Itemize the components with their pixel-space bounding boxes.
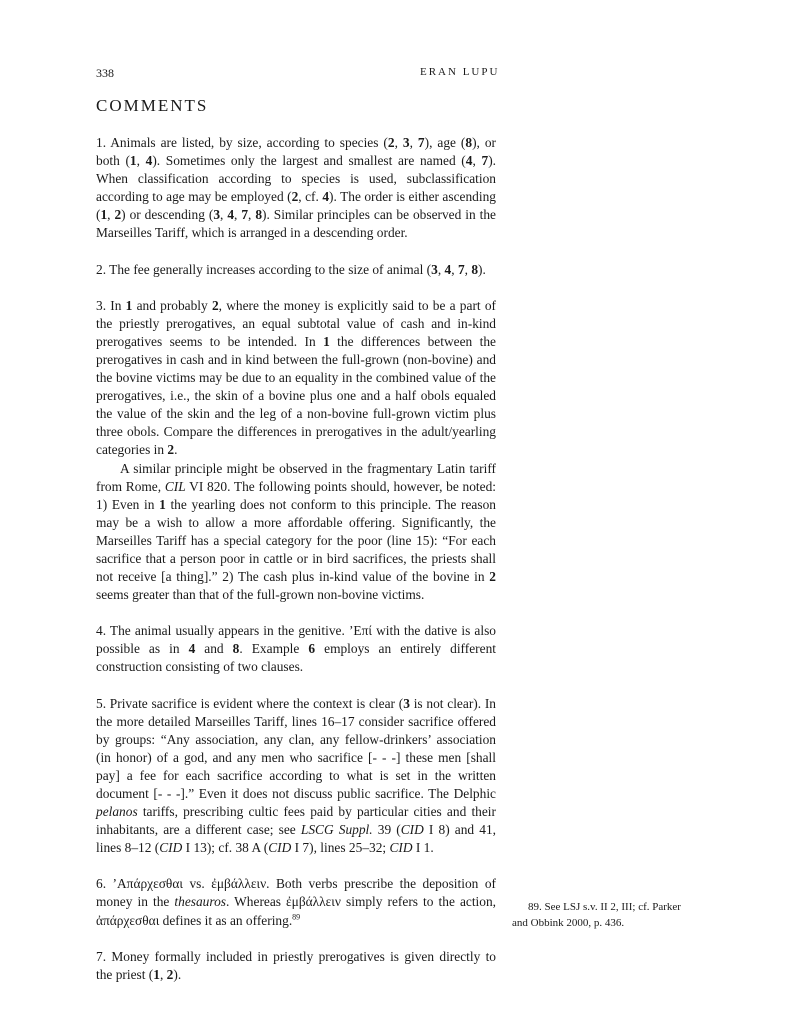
text-run: ). Sometimes only the largest and smallest are named ( <box>152 153 466 169</box>
comment-3 <box>96 297 496 460</box>
text-run: , <box>136 153 146 169</box>
item-reference: 4 <box>322 189 330 205</box>
text-run: ). When classification according to species is used, subclassification according to age may be employed ( <box>96 153 496 205</box>
text-run: , <box>472 153 482 169</box>
text-run: employs an entirely different construction consisting of two clauses. <box>96 641 496 675</box>
footnote-89 <box>512 900 692 931</box>
item-reference: 2 <box>387 135 395 150</box>
italic-term: pelanos <box>96 804 138 820</box>
text-run: , <box>437 261 445 277</box>
item-reference: 7 <box>457 261 465 277</box>
text-run: and probably <box>132 297 212 313</box>
italic-term: CID <box>400 822 424 838</box>
comment-5 <box>96 695 496 858</box>
item-reference: 2 <box>489 569 496 585</box>
text-run: 89. See LSJ s.v. II 2, III; cf. Parker and Obbink 2000, p. 436. <box>512 901 681 929</box>
text-run: , where the money is explicitly said to be a part of the priestly prerogatives, an equal subtotal value of cash and in-kind prerogatives seems to be intended. In <box>96 297 496 349</box>
text-run: , <box>464 261 472 277</box>
item-reference: 1 <box>100 207 108 223</box>
text-run: seems greater than that of the full-grown non-bovine victims. <box>96 587 425 603</box>
text-run: . Whereas ἐμβάλλειν simply refers to the action, ἀπάρχεσθαι defines it as an offering. <box>96 894 497 928</box>
text-run: 1. Animals are listed, by size, according to species ( <box>96 135 388 150</box>
text-run: , <box>234 207 242 223</box>
page-number: 338 <box>96 66 114 80</box>
text-run: . <box>174 442 178 458</box>
italic-term: LSCG Suppl. <box>300 822 373 838</box>
text-run: I 7), lines 25–32; <box>291 840 390 856</box>
text-run: the yearling does not conform to this principle. The reason may be a wish to allow a more affordable offering. Significantly, the Marseilles Tariff has a special category for the poor (line 15): “For each sacrifice that a person poor in cattle or in bird sacrifices, the priests shall not receive [a thing].” 2) The cash plus in-kind value of the bovine in <box>96 496 496 585</box>
text-run: , <box>248 207 256 223</box>
text-run: . Example <box>239 641 309 657</box>
text-run: , <box>159 966 167 982</box>
text-run: the differences between the prerogatives in cash and in kind between the full-grown (non-bovine) and the bovine victims may be due to an equality in the combined value of the prerogatives, i.e., the skin of a bovine plus one and a half obols equaled the value of the skin and the leg of a non-bovine full-grown victim plus three obols. Compare the differences in prerogatives in the adult/yearling categories in <box>96 333 496 458</box>
italic-term: CIL <box>164 478 186 494</box>
comment-7 <box>96 948 496 984</box>
item-reference: 2 <box>114 207 122 223</box>
comment-2 <box>96 261 496 279</box>
item-reference: 7 <box>417 135 425 150</box>
text-run: , cf. <box>298 189 323 205</box>
text-run: 4. The animal usually appears in the genitive. ’Επί with the dative is also possible as in <box>96 623 496 657</box>
text-run: , <box>394 135 403 150</box>
item-reference: 2 <box>166 966 174 982</box>
text-run: , <box>409 135 418 150</box>
text-run: 39 ( <box>372 822 401 838</box>
item-reference: 7 <box>481 153 489 169</box>
item-reference: 1 <box>129 153 137 169</box>
text-run: ), or both ( <box>96 135 497 169</box>
text-run: tariffs, prescribing cultic fees paid by particular cities and their inhabitants, are a different case; see <box>96 804 496 838</box>
text-run: ). Similar principles can be observed in the Marseilles Tariff, which is arranged in a descending order. <box>96 207 496 241</box>
text-run: , <box>451 261 458 277</box>
text-run: 6. ’Απάρχεσθαι vs. ἐμβάλλειν. Both verbs prescribe the deposition of money in the <box>96 876 496 910</box>
comment-3-continued <box>96 460 496 605</box>
text-run: and <box>195 641 233 657</box>
item-reference: 4 <box>227 207 235 223</box>
text-run: I 1. <box>412 840 434 856</box>
item-reference: 1 <box>125 297 133 313</box>
item-reference: 1 <box>153 966 160 982</box>
item-reference: 4 <box>444 261 452 277</box>
text-run: ), age ( <box>424 135 466 150</box>
text-run: is not clear). In the more detailed Marseilles Tariff, lines 16–17 consider sacrifice offered by groups: “Any association, any clan, any fellow-drinkers’ association (in honor) of a god, and any men who sacrifice [- - -] these men [shall pay] a fee for each sacrifice according to what is set in the written document [- - -].” Even it does not discuss public sacrifice. The Delphic <box>96 695 497 801</box>
running-head: ERAN LUPU <box>420 66 500 78</box>
text-run: , <box>220 207 228 223</box>
text-run: VI 820. The following points should, however, be noted: 1) Even in <box>96 478 497 512</box>
item-reference: 7 <box>241 207 249 223</box>
item-reference: 3 <box>403 695 410 711</box>
item-reference: 3 <box>213 207 221 223</box>
text-run: , <box>107 207 115 223</box>
italic-term: thesauros <box>174 894 226 910</box>
item-reference: 1 <box>323 333 330 349</box>
comment-4 <box>96 622 496 676</box>
comment-6 <box>96 875 496 929</box>
item-reference: 3 <box>431 261 438 277</box>
text-run: 2. The fee generally increases according to the size of animal ( <box>96 261 432 277</box>
text-run: ). <box>173 966 182 982</box>
text-run: A similar principle might be observed in the fragmentary Latin tariff from Rome, <box>96 460 496 494</box>
text-run: ). The order is either ascending ( <box>96 189 496 223</box>
item-reference: 3 <box>402 135 410 150</box>
item-reference: 1 <box>159 496 166 512</box>
italic-term: CID <box>389 840 413 856</box>
item-reference: 4 <box>188 641 196 657</box>
footnotes <box>512 900 692 931</box>
footnote-marker[interactable]: 89 <box>292 912 301 922</box>
text-run: ) or descending ( <box>121 207 214 223</box>
italic-term: CID <box>159 840 183 856</box>
text-run: 5. Private sacrifice is evident where the context is clear ( <box>96 695 404 711</box>
item-reference: 8 <box>471 261 479 277</box>
text-run: 3. In <box>96 297 126 313</box>
item-reference: 8 <box>255 207 263 223</box>
item-reference: 2 <box>291 189 299 205</box>
section-title: COMMENTS <box>96 96 209 115</box>
item-reference: 8 <box>465 135 473 150</box>
text-run: I 8) and 41, lines 8–12 ( <box>96 822 496 856</box>
item-reference: 2 <box>211 297 219 313</box>
item-reference: 2 <box>167 442 175 458</box>
text-run: ). <box>478 261 486 277</box>
italic-term: CID <box>268 840 292 856</box>
comment-1 <box>96 134 496 243</box>
item-reference: 4 <box>145 153 153 169</box>
item-reference: 8 <box>232 641 240 657</box>
comments-body <box>96 134 496 984</box>
item-reference: 6 <box>308 641 316 657</box>
text-run: I 13); cf. 38 A ( <box>182 840 269 856</box>
text-run: 7. Money formally included in priestly prerogatives is given directly to the priest ( <box>96 948 496 982</box>
item-reference: 4 <box>465 153 473 169</box>
